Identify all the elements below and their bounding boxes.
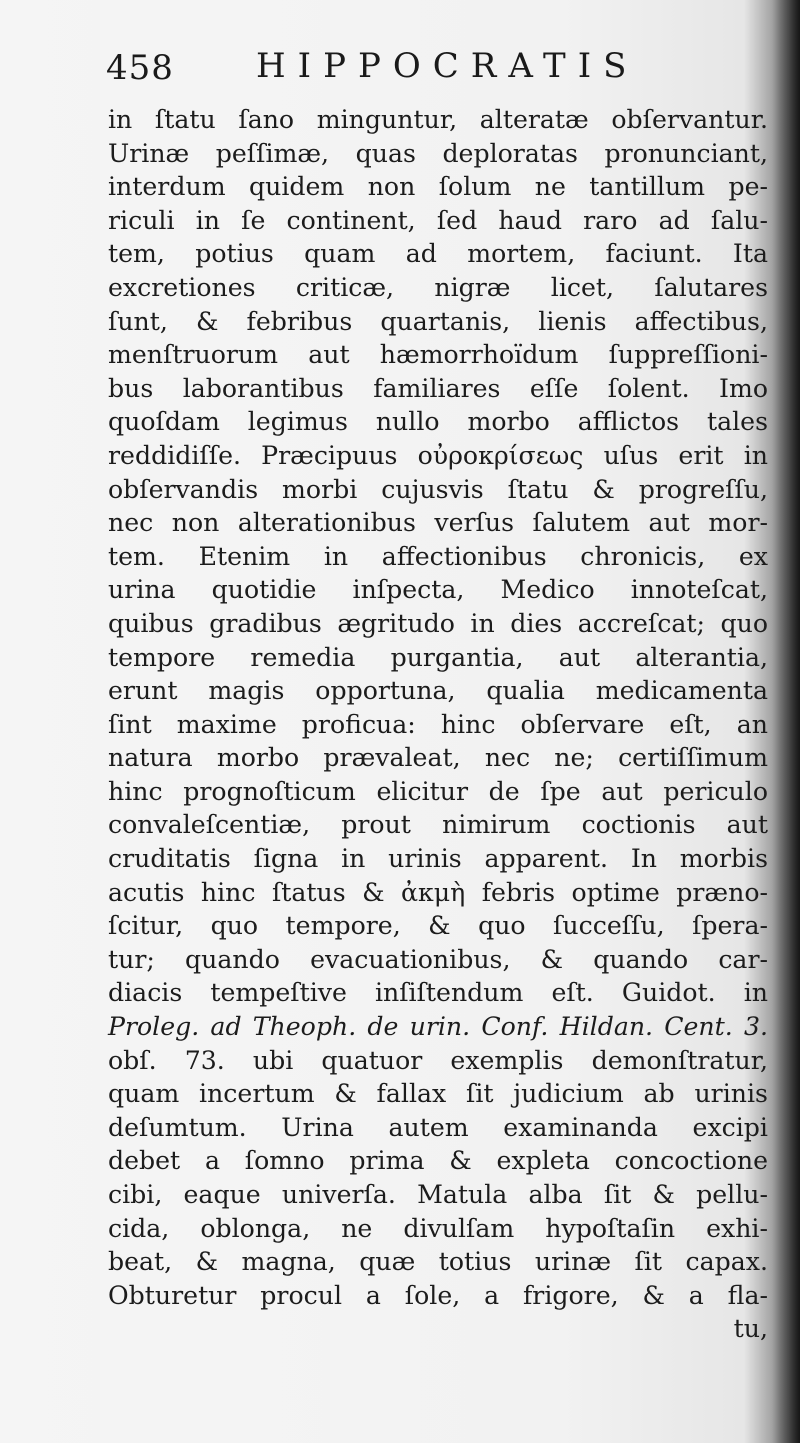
text-line: bus laborantibus familiares eſſe ſolent. Imo: [108, 373, 768, 403]
text-line: cida, oblonga, ne divulſam hypoſtaſin exhi-: [108, 1213, 768, 1243]
text-line: obſ. 73. ubi quatuor exemplis demonſtratur,: [108, 1045, 768, 1075]
text-line: erunt magis opportuna, qualia medicamenta: [108, 676, 768, 706]
text-line: Obturetur procul a ſole, a frigore, & a fla-: [108, 1280, 768, 1310]
text-line: quoſdam legimus nullo morbo afflictos tales: [108, 407, 768, 437]
body-text: [108, 103, 768, 1346]
text-line: convaleſcentiæ, prout nimirum coctionis aut: [108, 810, 768, 840]
text-line: reddidiſſe. Præcipuus οὐροκρίσεως uſus erit in: [108, 440, 768, 470]
text-line: riculi in ſe continent, ſed haud raro ad ſalu-: [108, 205, 768, 235]
text-line: tur; quando evacuationibus, & quando car-: [108, 944, 768, 974]
text-line: cruditatis ſigna in urinis apparent. In morbis: [108, 844, 768, 874]
text-line: interdum quidem non ſolum ne tantillum pe-: [108, 172, 768, 202]
text-line: obſervandis morbi cujusvis ſtatu & progreſſu,: [108, 474, 768, 504]
text-line: ſint maxime proficua: hinc obſervare eſt, an: [108, 709, 768, 739]
running-head: HIPPOCRATIS: [256, 46, 639, 86]
text-line: Urinæ peſſimæ, quas deploratas pronunciant,: [108, 138, 768, 168]
text-line: in ſtatu ſano minguntur, alteratæ obſervantur.: [108, 105, 768, 134]
text-line: nec non alterationibus verſus ſalutem aut mor-: [108, 508, 768, 538]
text-line: deſumtum. Urina autem examinanda excipi: [108, 1112, 768, 1142]
text-line: tem, potius quam ad mortem, faciunt. Ita: [108, 239, 768, 269]
text-line: hinc prognoſticum elicitur de ſpe aut periculo: [108, 776, 768, 806]
text-line: cibi, eaque univerſa. Matula alba ſit & pellu-: [108, 1180, 768, 1209]
text-line: acutis hinc ſtatus & ἀκμὴ febris optime præno-: [108, 877, 768, 907]
text-line: excretiones criticæ, nigræ licet, ſalutares: [108, 272, 768, 302]
text-line: quibus gradibus ægritudo in dies accreſcat; quo: [108, 608, 768, 638]
page-number: 458: [106, 48, 174, 88]
text-line: debet a ſomno prima & expleta concoctione: [108, 1146, 768, 1176]
citation-line: Proleg. ad Theoph. de urin. Conf. Hildan. Cent. 3.: [108, 1012, 768, 1042]
catchword: tu,: [733, 1314, 768, 1344]
spine-shadow: [772, 0, 800, 1443]
text-line: urina quotidie inſpecta, Medico innoteſcat,: [108, 575, 768, 605]
page-header: [106, 40, 639, 90]
text-line: quam incertum & fallax ſit judicium ab urinis: [108, 1079, 768, 1109]
text-line: ſunt, & febribus quartanis, lienis affectibus,: [108, 306, 768, 336]
text-line: tempore remedia purgantia, aut alterantia,: [108, 642, 768, 672]
text-line: natura morbo prævaleat, nec ne; certiſſimum: [108, 743, 768, 773]
text-line: diacis tempeſtive inſiſtendum eſt. Guidot. in: [108, 978, 768, 1008]
text-line: menſtruorum aut hæmorrhoïdum ſuppreſſioni-: [108, 340, 768, 370]
text-line: beat, & magna, quæ totius urinæ ſit capax.: [108, 1247, 768, 1277]
text-line: tem. Etenim in affectionibus chronicis, ex: [108, 541, 768, 571]
text-line: ſcitur, quo tempore, & quo ſucceſſu, ſpera-: [108, 911, 768, 941]
